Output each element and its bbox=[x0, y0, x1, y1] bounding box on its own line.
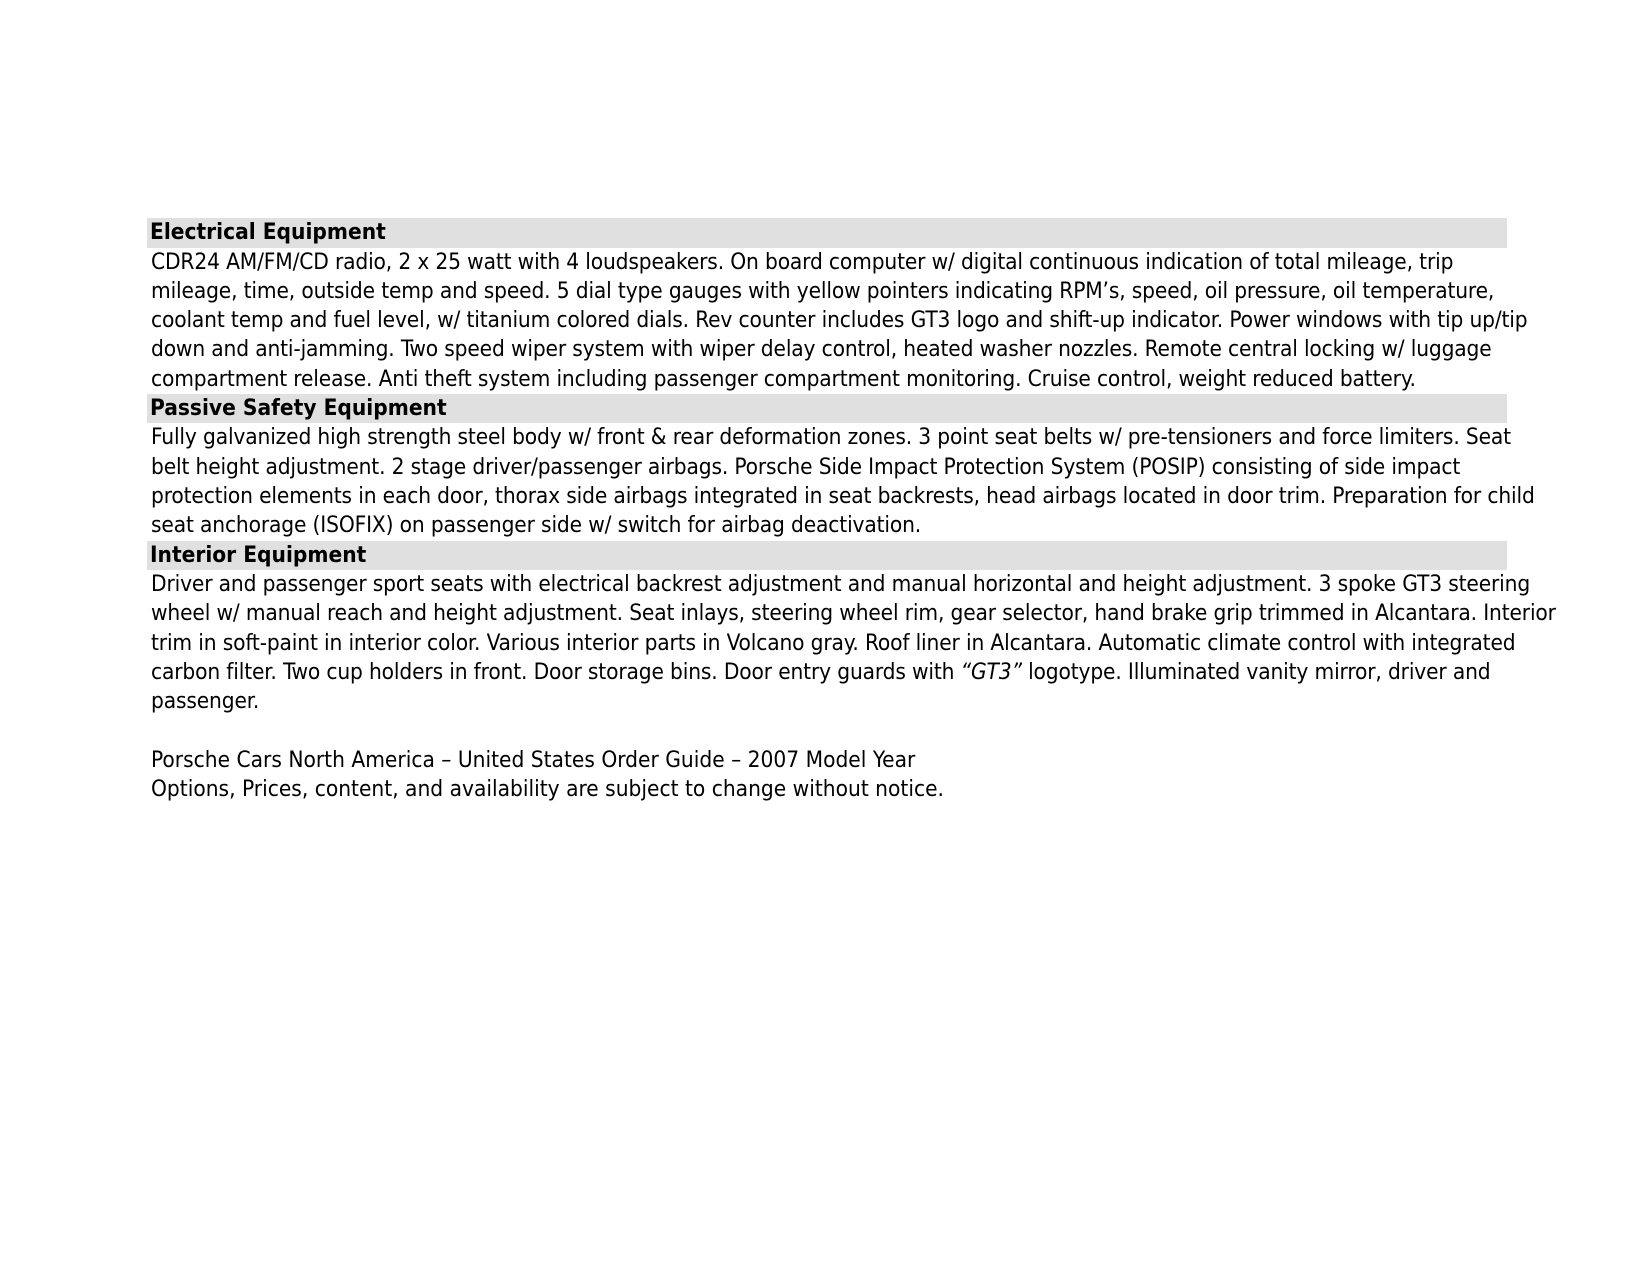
body-line: CDR24 AM/FM/CD radio, 2 x 25 watt with 4 loudspeakers. On board computer w/ digital continuous indication of total mileage, trip bbox=[151, 248, 1454, 275]
blank-line bbox=[147, 717, 1507, 746]
body-line: compartment release. Anti theft system including passenger compartment monitoring. Cruise control, weight reduced battery. bbox=[151, 365, 1416, 392]
section-body-electrical bbox=[147, 248, 1528, 394]
section-header-passive-safety: Passive Safety Equipment bbox=[147, 394, 1507, 424]
gt3-logotype-text: “GT3” bbox=[960, 659, 1022, 686]
body-line: belt height adjustment. 2 stage driver/passenger airbags. Porsche Side Impact Protection System (POSIP) consisting of side impact bbox=[151, 453, 1461, 480]
body-line: Driver and passenger sport seats with electrical backrest adjustment and manual horizontal and height adjustment. 3 spoke GT3 steering bbox=[151, 571, 1531, 598]
section-body-passive-safety bbox=[147, 423, 1535, 540]
section-body-interior bbox=[147, 570, 1556, 716]
footer-order-guide-line: Porsche Cars North America – United States Order Guide – 2007 Model Year bbox=[151, 746, 916, 773]
section-header-electrical: Electrical Equipment bbox=[147, 218, 1507, 248]
body-line: wheel w/ manual reach and height adjustment. Seat inlays, steering wheel rim, gear selector, hand brake grip trimmed in Alcantara. Interior bbox=[151, 600, 1556, 627]
section-header-interior: Interior Equipment bbox=[147, 541, 1507, 571]
body-line: passenger. bbox=[151, 688, 260, 715]
body-text: logotype. Illuminated vanity mirror, driver and bbox=[1021, 659, 1491, 686]
body-line: mileage, time, outside temp and speed. 5 dial type gauges with yellow pointers indicating RPM’s, speed, oil pressure, oil temperature, bbox=[151, 277, 1495, 304]
body-line: trim in soft-paint in interior color. Various interior parts in Volcano gray. Roof liner in Alcantara. Automatic climate control with integrated bbox=[151, 629, 1516, 656]
body-line: protection elements in each door, thorax side airbags integrated in seat backrests, head airbags located in door trim. Preparation for child bbox=[151, 483, 1535, 510]
body-line: coolant temp and fuel level, w/ titanium colored dials. Rev counter includes GT3 logo and shift-up indicator. Power windows with tip up/tip bbox=[151, 307, 1528, 334]
footer-disclaimer-line: Options, Prices, content, and availability are subject to change without notice. bbox=[151, 776, 944, 803]
body-line: seat anchorage (ISOFIX) on passenger side w/ switch for airbag deactivation. bbox=[151, 512, 922, 539]
footer-notice bbox=[147, 746, 1507, 805]
document-content bbox=[147, 218, 1556, 805]
body-line-gt3 bbox=[151, 658, 1503, 687]
body-line: down and anti-jamming. Two speed wiper system with wiper delay control, heated washer nozzles. Remote central locking w/ luggage bbox=[151, 336, 1492, 363]
body-text: carbon filter. Two cup holders in front. Door storage bins. Door entry guards with bbox=[151, 659, 961, 686]
body-line: Fully galvanized high strength steel body w/ front & rear deformation zones. 3 point seat belts w/ pre-tensioners and force limiters. Seat bbox=[151, 424, 1511, 451]
